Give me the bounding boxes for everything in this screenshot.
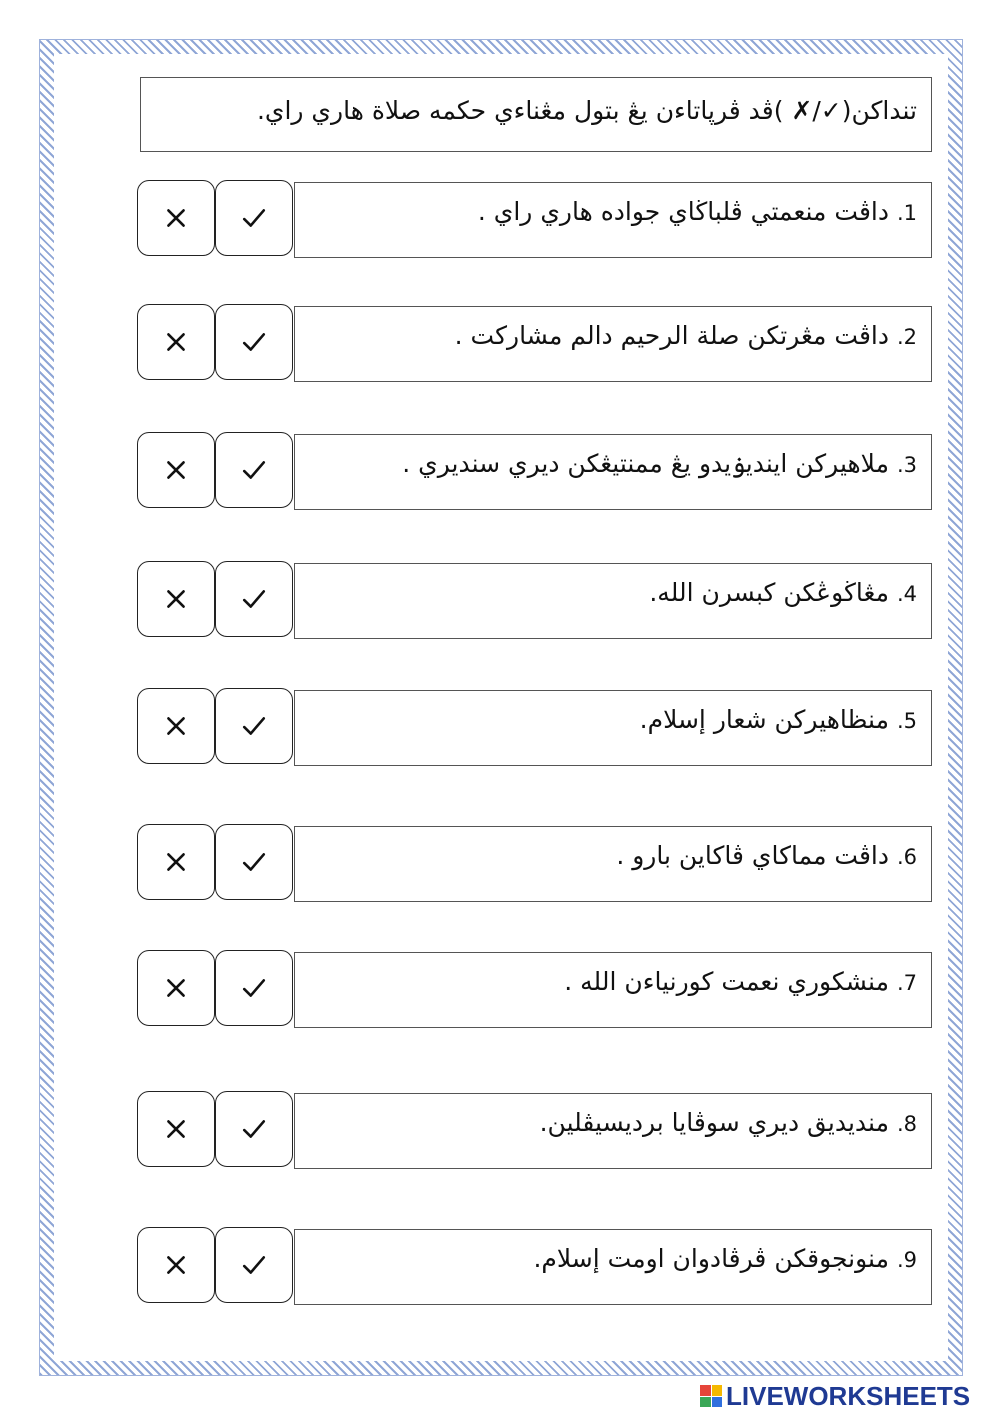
statement-box — [294, 563, 932, 639]
cross-icon — [163, 849, 189, 875]
check-icon — [241, 205, 267, 231]
true-option-button[interactable] — [215, 688, 293, 764]
false-option-button[interactable] — [137, 824, 215, 900]
false-option-button[interactable] — [137, 688, 215, 764]
statement-number: 2. — [896, 325, 917, 349]
question-row — [0, 432, 1000, 512]
false-option-button[interactable] — [137, 304, 215, 380]
cross-icon — [163, 329, 189, 355]
question-row — [0, 688, 1000, 768]
logo-icon — [700, 1385, 722, 1407]
statement-number: 3. — [896, 453, 917, 477]
question-row — [0, 824, 1000, 904]
brand-name: LIVEWORKSHEETS — [726, 1380, 971, 1411]
true-option-button[interactable] — [215, 824, 293, 900]
false-option-button[interactable] — [137, 950, 215, 1026]
question-row — [0, 304, 1000, 384]
statement-box — [294, 306, 932, 382]
true-option-button[interactable] — [215, 1091, 293, 1167]
check-icon — [241, 329, 267, 355]
statement-box — [294, 1229, 932, 1305]
cross-icon — [163, 205, 189, 231]
check-icon — [241, 849, 267, 875]
cross-icon — [163, 975, 189, 1001]
check-icon — [241, 1252, 267, 1278]
statement-box — [294, 826, 932, 902]
false-option-button[interactable] — [137, 180, 215, 256]
liveworksheets-logo — [700, 1380, 971, 1411]
question-row — [0, 950, 1000, 1030]
true-option-button[interactable] — [215, 432, 293, 508]
statement-text: منونجوقكن ڤرڤادوان اومت إسلام. — [533, 1244, 889, 1273]
statement-text: منشكوري نعمت كورنياءن الله . — [564, 967, 889, 996]
check-icon — [241, 457, 267, 483]
true-option-button[interactable] — [215, 180, 293, 256]
true-option-button[interactable] — [215, 950, 293, 1026]
statement-number: 6. — [896, 845, 917, 869]
statement-text: مڠاڬوڠكن كبسرن الله. — [649, 578, 889, 607]
question-row — [0, 561, 1000, 641]
statement-number: 7. — [896, 971, 917, 995]
statement-text: داڤت مڠرتكن صلة الرحيم دالم مشاركت . — [454, 321, 889, 350]
true-option-button[interactable] — [215, 304, 293, 380]
statement-text: منظاهيركن شعار إسلام. — [639, 705, 889, 734]
question-row — [0, 180, 1000, 260]
statement-number: 8. — [896, 1112, 917, 1136]
question-row — [0, 1091, 1000, 1171]
statement-text: ملاهيركن اينديۏيدو يڠ ممنتيڠكن ديري سنديري . — [402, 449, 889, 478]
statement-box — [294, 1093, 932, 1169]
cross-icon — [163, 1252, 189, 1278]
statement-text: منديديق ديري سوڤايا برديسيڤلين. — [539, 1108, 889, 1137]
cross-icon — [163, 713, 189, 739]
false-option-button[interactable] — [137, 1091, 215, 1167]
statement-text: داڤت منعمتي ڤلباڬاي جواده هاري راي . — [477, 197, 889, 226]
statement-number: 9. — [896, 1248, 917, 1272]
statement-text: داڤت مماكاي ڤاكاين بارو . — [616, 841, 889, 870]
check-icon — [241, 713, 267, 739]
statement-box — [294, 690, 932, 766]
check-icon — [241, 586, 267, 612]
statement-box — [294, 952, 932, 1028]
cross-icon — [163, 586, 189, 612]
statement-box — [294, 434, 932, 510]
true-option-button[interactable] — [215, 561, 293, 637]
statement-number: 1. — [896, 201, 917, 225]
instruction-text: تنداكن(✓/✗ )ڤد ڤرپاتاءن يڠ بتول مڠناءي حكمه صلاة هاري راي. — [140, 77, 932, 152]
statement-box — [294, 182, 932, 258]
cross-icon — [163, 1116, 189, 1142]
check-icon — [241, 975, 267, 1001]
true-option-button[interactable] — [215, 1227, 293, 1303]
cross-icon — [163, 457, 189, 483]
question-row — [0, 1227, 1000, 1307]
statement-number: 5. — [896, 709, 917, 733]
false-option-button[interactable] — [137, 1227, 215, 1303]
check-icon — [241, 1116, 267, 1142]
false-option-button[interactable] — [137, 561, 215, 637]
false-option-button[interactable] — [137, 432, 215, 508]
statement-number: 4. — [896, 582, 917, 606]
